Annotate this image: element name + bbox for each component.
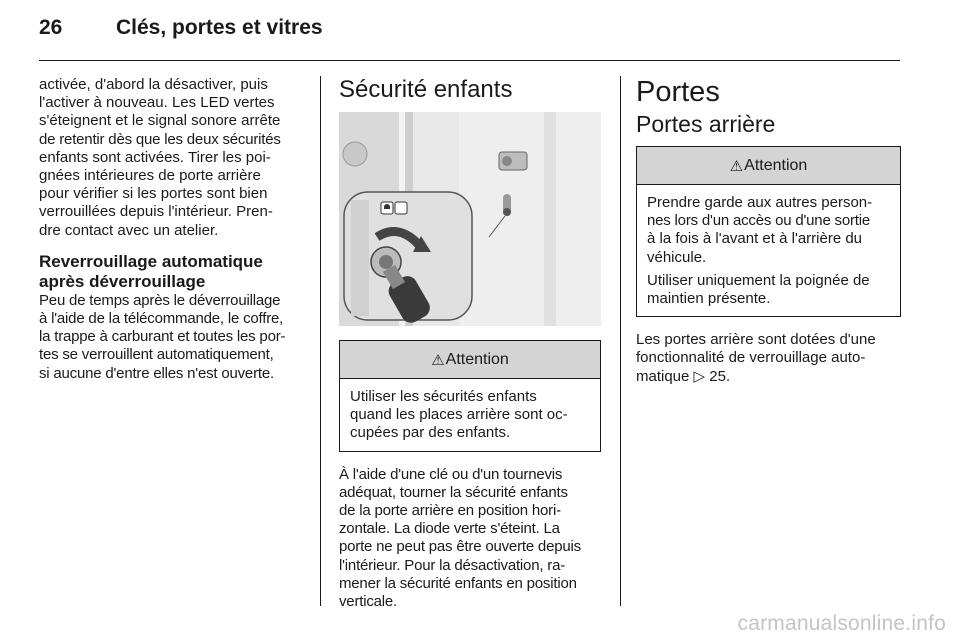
column-divider-1: [320, 76, 321, 606]
attention-text: Prendre garde aux autres person- nes lors d'un accès ou d'une sortie à la fois à l'avant et à l'arrière du véhicule. Utiliser uniquement la poignée de maintien présente.: [647, 194, 873, 308]
attention-header: ⚠ Attention: [340, 341, 600, 379]
warning-icon: ⚠: [729, 157, 744, 175]
warning-icon: ⚠: [431, 351, 445, 369]
header-rule: [39, 60, 900, 61]
cross-reference-link[interactable]: 25.: [709, 367, 731, 385]
rear-doors-paragraph: Les portes arrière sont dotées d'une fonctionnalité de verrouillage auto- matique ▷ 25.: [636, 331, 876, 385]
watermark: carmanualsonline.info: [737, 612, 946, 635]
child-lock-paragraph: À l'aide d'une clé ou d'un tournevis adéquat, tourner la sécurité enfants de la porte arrière en position hori- zontale. La diode verte s'éteint. La porte ne peut pas être ouverte depuis l'intérieur. Pour la désactivation, ra- mener la sécurité enfants en position verticale.: [339, 465, 581, 611]
column-1: [39, 76, 307, 383]
cross-reference-arrow-icon: ▷: [693, 367, 706, 385]
column-3: [636, 76, 901, 386]
intro-paragraph: activée, d'abord la désactiver, puis l'activer à nouveau. Les LED vertes s'éteignent et le signal sonore arrête de retentir dès que les deux sécurités enfants sont activées. Tirer les poi- gnées intérieures de porte arrière pour vérifier si les portes sont bien verrouillées depuis l'intérieur. Pren- dre contact avec un atelier.: [39, 76, 281, 239]
auto-relock-paragraph: Peu de temps après le déverrouillage à l'aide de la télécommande, le coffre, la trappe à carburant et toutes les por- tes se verrouillent automatiquement, si aucune d'entre elles n'est ouverte.: [39, 291, 286, 382]
section-subheading-rear-doors: Portes arrière: [636, 111, 776, 137]
page-header: [39, 16, 323, 48]
section-heading-doors: Portes: [636, 76, 720, 108]
attention-header: ⚠ Attention: [637, 147, 900, 185]
column-2: [339, 76, 601, 611]
attention-box-rear-doors: [636, 146, 901, 317]
section-subheading: Reverrouillage automatique après déverrouillage: [39, 251, 263, 291]
attention-box-child-safety: [339, 340, 601, 452]
chapter-title: Clés, portes et vitres: [116, 16, 323, 39]
section-heading: Sécurité enfants: [339, 76, 513, 103]
attention-text: Utiliser les sécurités enfants quand les places arrière sont oc- cupées par des enfants.: [350, 388, 568, 442]
child-lock-illustration: [339, 112, 601, 326]
column-divider-2: [620, 76, 621, 606]
page-number: 26: [39, 16, 63, 39]
